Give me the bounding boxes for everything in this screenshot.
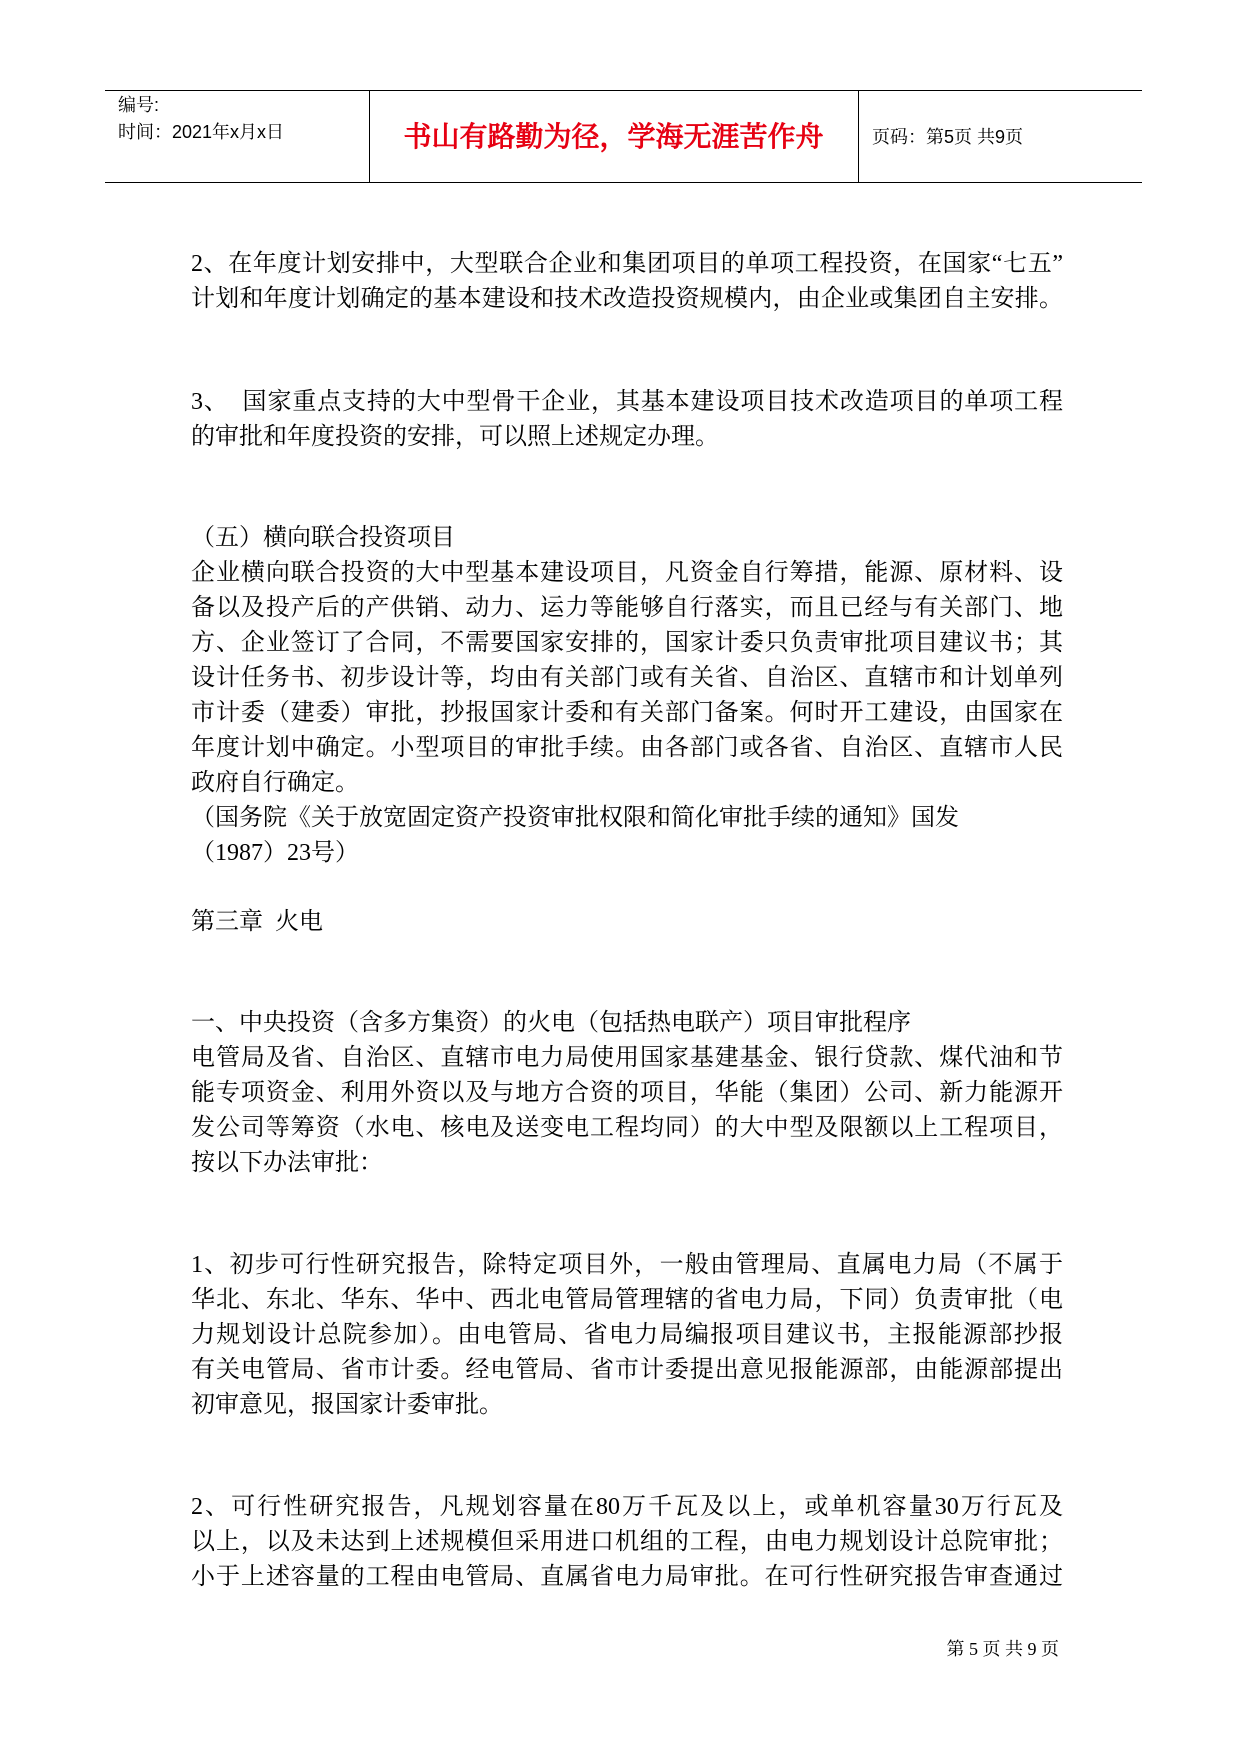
paragraph-annual-plan: [191, 247, 1063, 317]
section-heading: （五）横向联合投资项目: [191, 525, 455, 551]
text-line: 电管局及省、自治区、直辖市电力局使用国家基建基金、银行贷款、煤代油和节: [191, 1045, 1063, 1071]
text-line: 有关电管局、省市计委。经电管局、省市计委提出意见报能源部，由能源部提出: [191, 1357, 1063, 1383]
text-line: 按以下办法审批：: [191, 1150, 383, 1176]
text-line: 发公司等筹资（水电、核电及送变电工程均同）的大中型及限额以上工程项目，: [191, 1115, 1063, 1141]
text-line: 的审批和年度投资的安排，可以照上述规定办理。: [191, 424, 719, 450]
header-page-info: 页码：第5页 共9页: [872, 127, 1024, 147]
section-central-investment: [191, 1006, 1063, 1181]
header-bottom-rule: [105, 182, 1142, 183]
text-line: 1、初步可行性研究报告，除特定项目外，一般由管理局、直属电力局（不属于: [191, 1252, 1063, 1278]
text-line: 能专项资金、利用外资以及与地方合资的项目，华能（集团）公司、新力能源开: [191, 1080, 1063, 1106]
text-line: 年度计划中确定。小型项目的审批手续。由各部门或各省、自治区、直辖市人民: [191, 735, 1063, 761]
citation-line: （1987）23号）: [191, 840, 359, 866]
text-line: 企业横向联合投资的大中型基本建设项目，凡资金自行筹措，能源、原材料、设: [191, 560, 1063, 586]
text-line: 备以及投产后的产供销、动力、运力等能够自行落实，而且已经与有关部门、地: [191, 595, 1063, 621]
text-line: 力规划设计总院参加）。由电管局、省电力局编报项目建议书，主报能源部抄报: [191, 1322, 1063, 1348]
text-line: 政府自行确定。: [191, 770, 359, 796]
text-line: 计划和年度计划确定的基本建设和技术改造投资规模内，由企业或集团自主安排。: [191, 286, 1063, 312]
text-line: 市计委（建委）审批，抄报国家计委和有关部门备案。何时开工建设，由国家在: [191, 700, 1063, 726]
citation-line: （国务院《关于放宽固定资产投资审批权限和简化审批手续的通知》国发: [191, 805, 959, 831]
text-line: 2、可行性研究报告，凡规划容量在80万千瓦及以上，或单机容量30万行瓦及: [191, 1494, 1063, 1520]
section-horizontal-investment: [191, 521, 1063, 871]
text-line: 华北、东北、华东、华中、西北电管局管理辖的省电力局，下同）负责审批（电: [191, 1287, 1063, 1313]
paragraph-preliminary-feasibility: [191, 1248, 1063, 1423]
text-line: 方、企业签订了合同，不需要国家安排的，国家计委只负责审批项目建议书；其: [191, 630, 1063, 656]
footer-page-number: 第 5 页 共 9 页: [946, 1639, 1059, 1659]
chapter-heading: [191, 905, 1063, 940]
text-line: 3、 国家重点支持的大中型骨干企业，其基本建设项目技术改造项目的单项工程: [191, 389, 1063, 415]
header-motto: 书山有路勤为径，学海无涯苦作舟: [403, 120, 824, 153]
header-divider-right: [858, 90, 859, 182]
text-line: 设计任务书、初步设计等，均由有关部门或有关省、自治区、直辖市和计划单列: [191, 665, 1063, 691]
text-line: 2、在年度计划安排中，大型联合企业和集团项目的单项工程投资，在国家“七五”: [191, 251, 1063, 277]
header-time-label: 时间：2021年x月x日: [118, 122, 285, 142]
text-line: 小于上述容量的工程由电管局、直属省电力局审批。在可行性研究报告审查通过: [191, 1564, 1063, 1590]
paragraph-feasibility-report: [191, 1490, 1063, 1595]
chapter-title: 第三章 火电: [191, 909, 323, 935]
header-top-rule: [105, 90, 1142, 91]
paragraph-key-enterprises: [191, 385, 1063, 455]
header-number-label: 编号:: [118, 95, 160, 115]
section-heading: 一、中央投资（含多方集资）的火电（包括热电联产）项目审批程序: [191, 1010, 911, 1036]
text-line: 以上，以及未达到上述规模但采用进口机组的工程，由电力规划设计总院审批；: [191, 1529, 1063, 1555]
text-line: 初审意见，报国家计委审批。: [191, 1392, 503, 1418]
